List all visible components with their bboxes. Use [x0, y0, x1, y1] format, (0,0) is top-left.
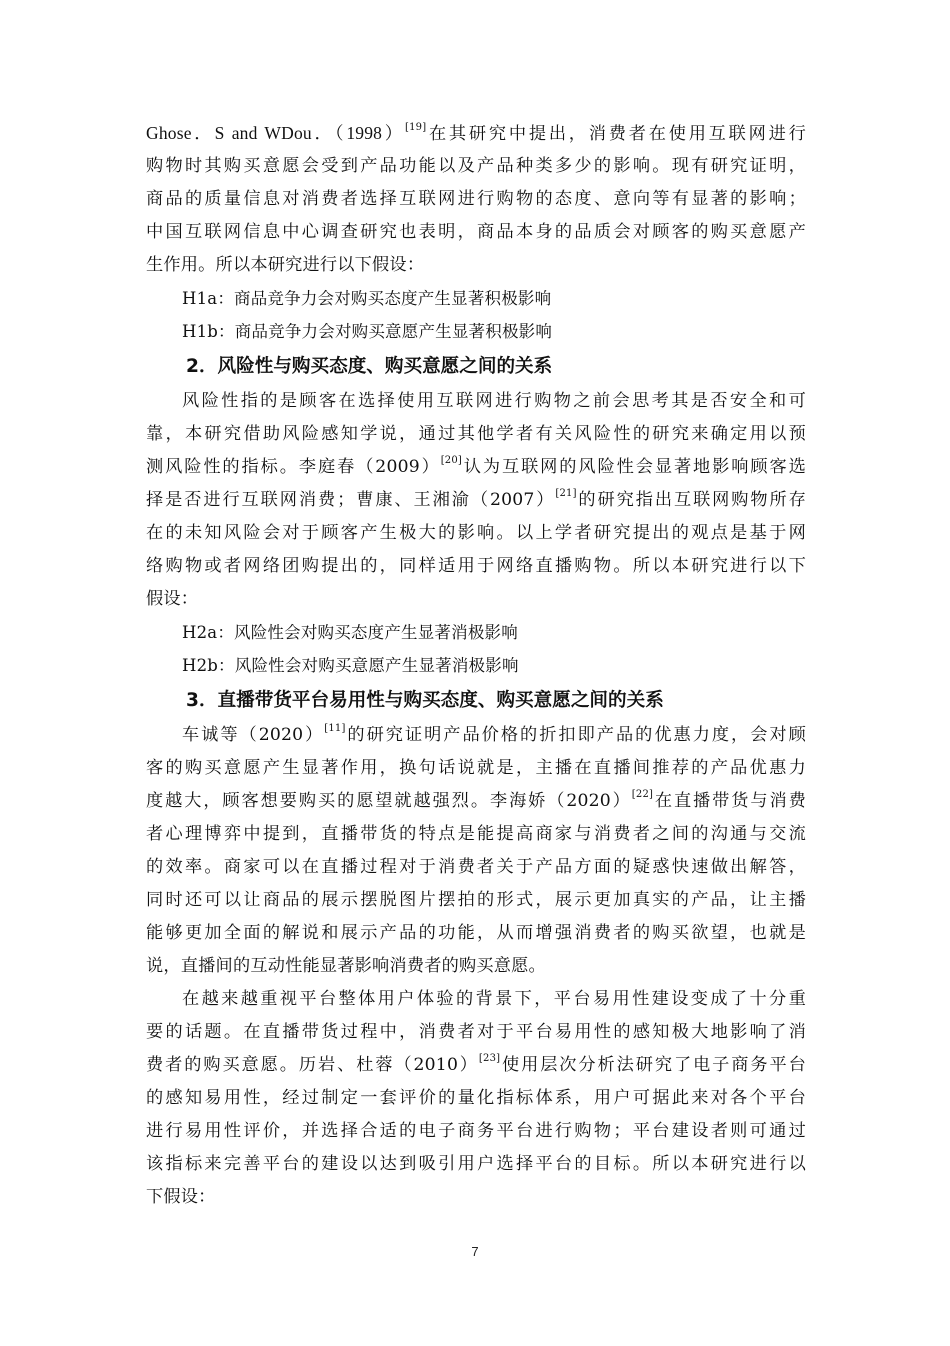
document-body [146, 117, 806, 1214]
section-heading-2: 2．风险性与购买态度、购买意愿之间的关系 [186, 356, 553, 377]
paragraph-1 [146, 117, 806, 282]
paragraph-line: 生作用。所以本研究进行以下假设： [146, 255, 425, 275]
paragraph-line: 络购物或者网络团购提出的，同样适用于网络直播购物。所以本研究进行以下 [146, 556, 806, 576]
paragraph-line: 下假设： [146, 1187, 216, 1207]
citation-ref: [22] [631, 789, 654, 801]
text-run: 的研究指出互联网购物所存 [576, 490, 807, 510]
paragraph-line: 靠，本研究借助风险感知学说，通过其他学者有关风险性的研究来确定用以预 [146, 424, 806, 444]
paragraph-line: 商品的质量信息对消费者选择互联网进行购物的态度、意向等有显著的影响； [146, 189, 806, 209]
text-run: 在直播带货与消费 [653, 791, 806, 811]
paragraph-3 [146, 719, 806, 983]
paragraph-line: 同时还可以让商品的展示摆脱图片摆拍的形式，展示更加真实的产品，让主播 [146, 890, 806, 910]
paragraph-line [146, 451, 806, 484]
paragraph-4 [146, 983, 806, 1214]
text-run: 费者的购买意愿。历岩、杜蓉（2010） [146, 1055, 479, 1075]
text-run: 度越大，顾客想要购买的愿望就越强烈。李海娇（2020） [146, 791, 632, 811]
citation-ref: [19] [405, 122, 427, 134]
paragraph-line: 在的未知风险会对于顾客产生极大的影响。以上学者研究提出的观点是基于网 [146, 523, 806, 543]
paragraph-line: 说，直播间的互动性能显著影响消费者的购买意愿。 [146, 956, 546, 976]
paragraph-line: 假设： [146, 589, 199, 609]
citation-ref: [11] [324, 723, 346, 735]
paragraph-line: 中国互联网信息中心调查研究也表明，商品本身的品质会对顾客的购买意愿产 [146, 222, 806, 242]
text-run: 择是否进行互联网消费；曹康、王湘渝（2007） [146, 490, 556, 510]
paragraph-line: 客的购买意愿产生显著作用，换句话说就是，主播在直播间推荐的产品优惠力 [146, 758, 806, 778]
text-run: 的研究证明产品价格的折扣即产品的优惠力度，会对顾 [345, 725, 806, 745]
hypothesis-h2b: H2b：风险性会对购买意愿产生显著消极影响 [182, 656, 519, 675]
citation-ref: [21] [555, 488, 577, 500]
paragraph-line: 要的话题。在直播带货过程中，消费者对于平台易用性的感知极大地影响了消 [146, 1022, 806, 1042]
paragraph-line: 的感知易用性，经过制定一套评价的量化指标体系，用户可据此来对各个平台 [146, 1088, 806, 1108]
text-run: 在其研究中提出，消费者在使用互联网进行 [426, 124, 806, 144]
citation-authors: Ghose．S and WDou．（1998） [146, 123, 406, 143]
paragraph-line: 进行易用性评价，并选择合适的电子商务平台进行购物；平台建设者则可通过 [146, 1121, 806, 1141]
text-run: 测风险性的指标。李庭春（2009） [146, 457, 441, 477]
paragraph-line: 者心理博弈中提到，直播带货的特点是能提高商家与消费者之间的沟通与交流 [146, 824, 806, 844]
paragraph-line [146, 719, 806, 752]
paragraph-line: 在越来越重视平台整体用户体验的背景下，平台易用性建设变成了十分重 [182, 989, 806, 1009]
hypothesis-h1a: H1a：商品竞争力会对购买态度产生显著积极影响 [182, 289, 552, 308]
paragraph-line: 风险性指的是顾客在选择使用互联网进行购物之前会思考其是否安全和可 [182, 391, 806, 411]
citation-ref: [20] [440, 455, 463, 467]
paragraph-line: 能够更加全面的解说和展示产品的功能，从而增强消费者的购买欲望，也就是 [146, 923, 806, 943]
paragraph-line [146, 1049, 806, 1082]
hypothesis-h1b: H1b：商品竞争力会对购买意愿产生显著积极影响 [182, 322, 553, 341]
text-run: 认为互联网的风险性会显著地影响顾客选 [462, 457, 806, 477]
paragraph-line [146, 785, 806, 818]
paragraph-line [146, 484, 806, 517]
paragraph-2 [146, 385, 806, 616]
paragraph-line [146, 117, 806, 150]
hypothesis-h2a: H2a：风险性会对购买态度产生显著消极影响 [182, 623, 518, 642]
paragraph-line: 购物时其购买意愿会受到产品功能以及产品种类多少的影响。现有研究证明， [146, 156, 806, 176]
text-run: 使用层次分析法研究了电子商务平台 [500, 1055, 807, 1075]
paragraph-line: 该指标来完善平台的建设以达到吸引用户选择平台的目标。所以本研究进行以 [146, 1154, 806, 1174]
section-heading-3: 3．直播带货平台易用性与购买态度、购买意愿之间的关系 [186, 690, 664, 711]
text-run: 车诚等（2020） [182, 725, 325, 745]
paragraph-line: 的效率。商家可以在直播过程对于消费者关于产品方面的疑惑快速做出解答， [146, 857, 806, 877]
page-number: 7 [471, 1244, 479, 1259]
citation-ref: [23] [478, 1053, 501, 1065]
